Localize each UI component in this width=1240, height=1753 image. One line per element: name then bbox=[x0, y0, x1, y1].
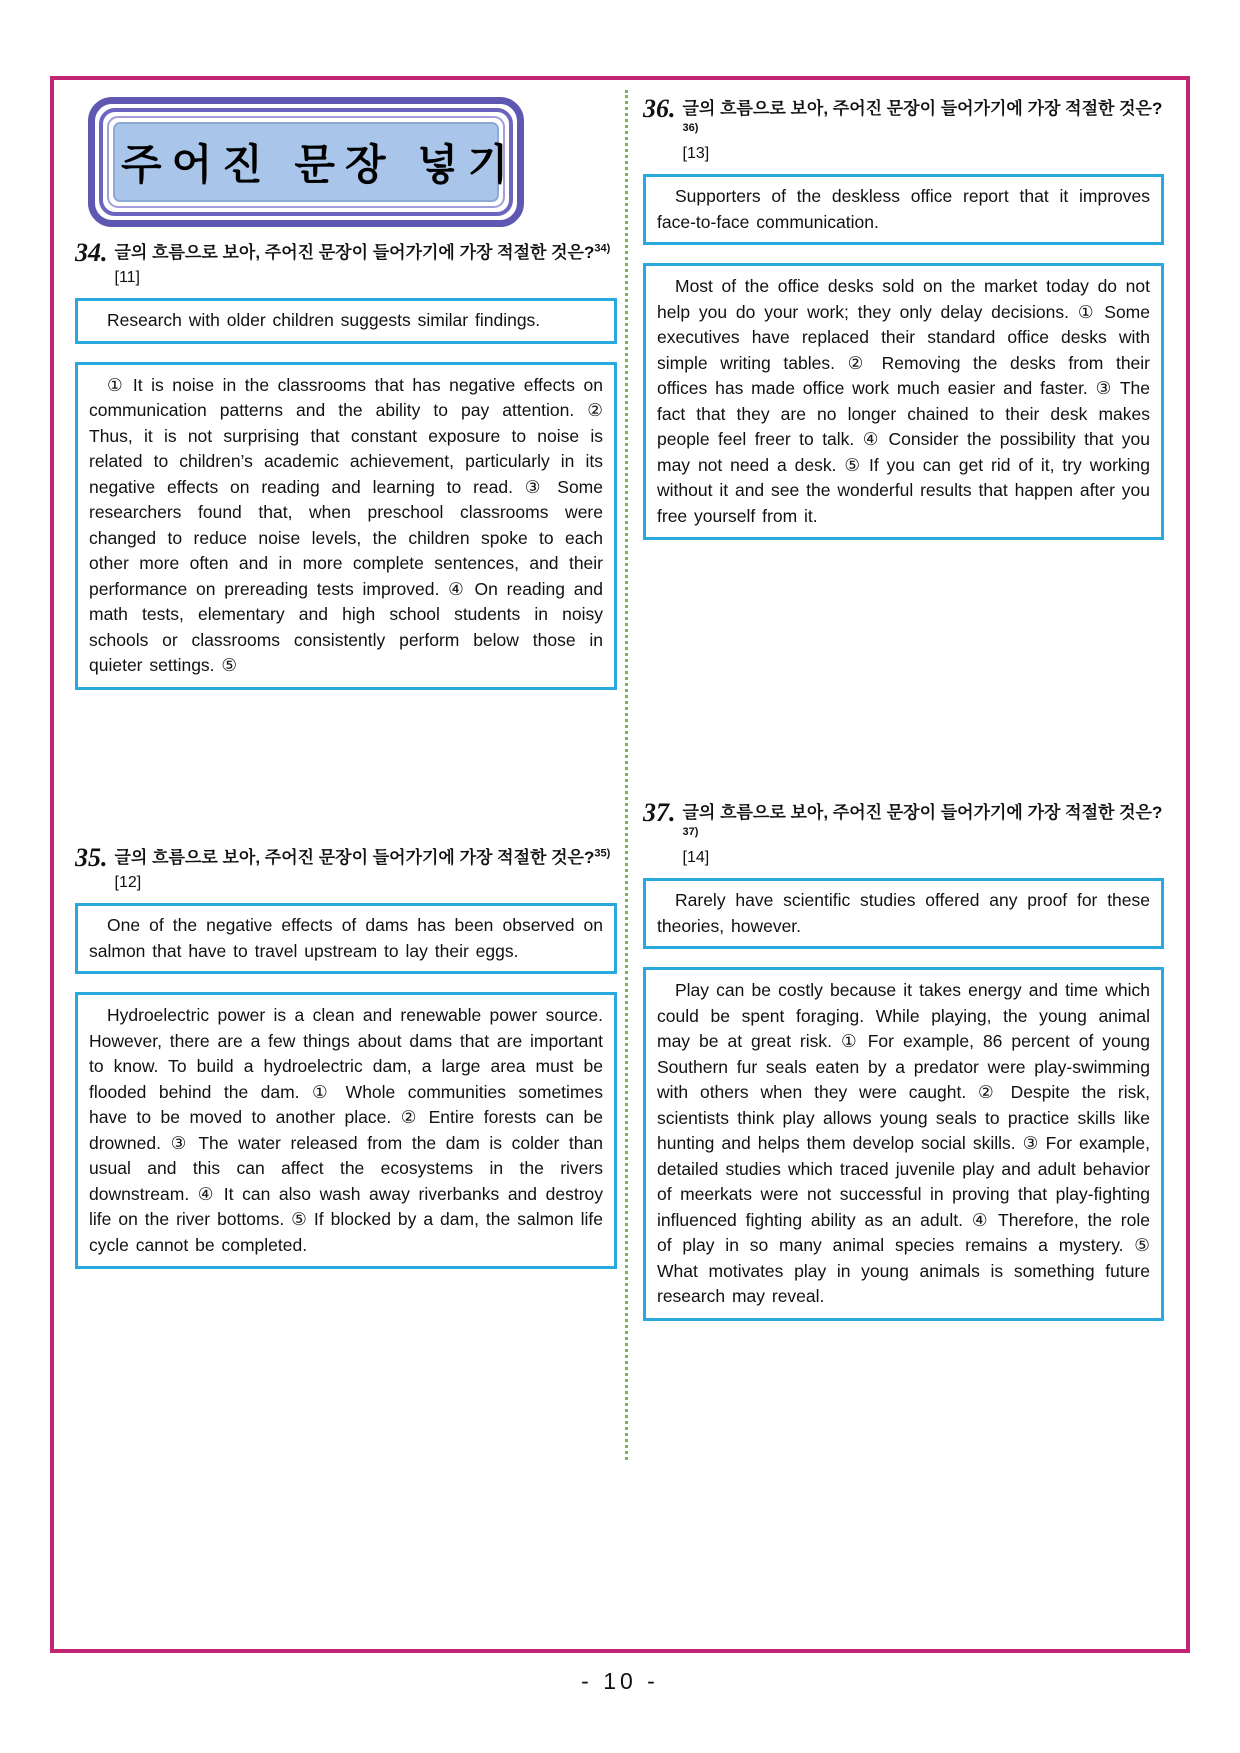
question-34 bbox=[75, 240, 617, 690]
question-37-header bbox=[643, 800, 1164, 870]
given-sentence-box: Research with older children suggests similar findings. bbox=[75, 298, 617, 344]
question-number: 34. bbox=[75, 238, 108, 267]
question-number: 35. bbox=[75, 843, 108, 872]
question-prompt: 글의 흐름으로 보아, 주어진 문장이 들어가기에 가장 적절한 것은? bbox=[682, 99, 1163, 118]
passage-box: Most of the office desks sold on the market today do not help you do your work; they only delay decisions. ① Some executives have replaced their standard office desks with simple writing tables. ② Removing the desks from their offices has made office work much easier and faster. ③ The fact that they are no longer chained to their desk makes people feel freer to talk. ④ Consider the possibility that you may not need a desk. ⑤ If you can get rid of it, try working without it and see the wonderful results that happen after you free yourself from it. bbox=[643, 263, 1164, 540]
page-number: - 10 - bbox=[581, 1668, 659, 1694]
question-prompt: 글의 흐름으로 보아, 주어진 문장이 들어가기에 가장 적절한 것은? bbox=[114, 243, 595, 262]
title-box-ring-mid bbox=[99, 108, 519, 216]
question-tag: [13] bbox=[682, 145, 710, 163]
question-ref-number: 34) bbox=[594, 242, 611, 255]
given-sentence-box: One of the negative effects of dams has been observed on salmon that have to travel upstream to lay their eggs. bbox=[75, 903, 617, 974]
question-ref-number: 35) bbox=[594, 847, 611, 860]
page-title: 주어진 문장 넣기 bbox=[121, 141, 519, 188]
given-sentence-box: Supporters of the deskless office report that it improves face-to-face communication. bbox=[643, 174, 1164, 245]
question-prompt: 글의 흐름으로 보아, 주어진 문장이 들어가기에 가장 적절한 것은? bbox=[682, 803, 1163, 822]
question-head-text bbox=[683, 96, 1165, 166]
question-tag: [12] bbox=[114, 874, 142, 891]
passage-box: Play can be costly because it takes energy and time which could be spent foraging. While playing, the young animal may be at great risk. ① For example, 86 percent of young Southern fur seals eaten by a predator were play-swimming with others when they were caught. ② Despite the risk, scientists think play allows young seals to practice skills like hunting and helps them develop social skills. ③ For example, detailed studies which traced juvenile play and adult behavior of meerkats were not successful in proving that play-fighting influenced fighting ability as an adult. ④ Therefore, the role of play in so many animal species remains a mystery. ⑤ What motivates play in young animals is something future research may reveal. bbox=[643, 967, 1164, 1321]
passage-box: ① It is noise in the classrooms that has negative effects on communication patterns and the ability to pay attention. ② Thus, it is not surprising that constant exposure to noise is related to children’s academic achievement, particularly in its negative effects on reading and learning to read. ③ Some researchers found that, when preschool classrooms were changed to reduce noise levels, the children spoke to each other more often and in more complete sentences, and their performance on prereading tests improved. ④ On reading and math tests, elementary and high school students in noisy schools or classrooms consistently perform below those in quieter settings. ⑤ bbox=[75, 362, 617, 690]
question-35 bbox=[75, 845, 617, 1269]
question-tag: [14] bbox=[682, 849, 710, 867]
question-ref-number: 37) bbox=[682, 826, 699, 838]
question-number: 36. bbox=[643, 94, 676, 123]
passage-box: Hydroelectric power is a clean and renewable power source. However, there are a few things about dams that are important to know. To build a hydroelectric dam, a large area must be flooded behind the dam. ① Whole communities sometimes have to be moved to another place. ② Entire forests can be drowned. ③ The water released from the dam is colder than usual and this can affect the ecosystems in the rivers downstream. ④ It can also wash away riverbanks and destroy life on the river bottoms. ⑤ If blocked by a dam, the salmon life cycle cannot be completed. bbox=[75, 992, 617, 1269]
title-box-fill bbox=[113, 122, 519, 202]
question-head-text bbox=[115, 845, 618, 895]
question-ref-number: 36) bbox=[682, 122, 699, 134]
question-prompt: 글의 흐름으로 보아, 주어진 문장이 들어가기에 가장 적절한 것은? bbox=[114, 848, 595, 867]
question-tag: [11] bbox=[114, 269, 140, 286]
question-34-header bbox=[75, 240, 617, 290]
question-36-header bbox=[643, 96, 1164, 166]
question-37 bbox=[643, 800, 1164, 1321]
title-box bbox=[88, 97, 524, 227]
question-head-text bbox=[115, 240, 618, 290]
question-head-text bbox=[683, 800, 1165, 870]
column-divider bbox=[625, 90, 628, 1460]
given-sentence-box: Rarely have scientific studies offered any proof for these theories, however. bbox=[643, 878, 1164, 949]
title-box-ring-inner bbox=[107, 116, 519, 208]
question-36 bbox=[643, 96, 1164, 540]
question-number: 37. bbox=[643, 798, 676, 827]
question-35-header bbox=[75, 845, 617, 895]
